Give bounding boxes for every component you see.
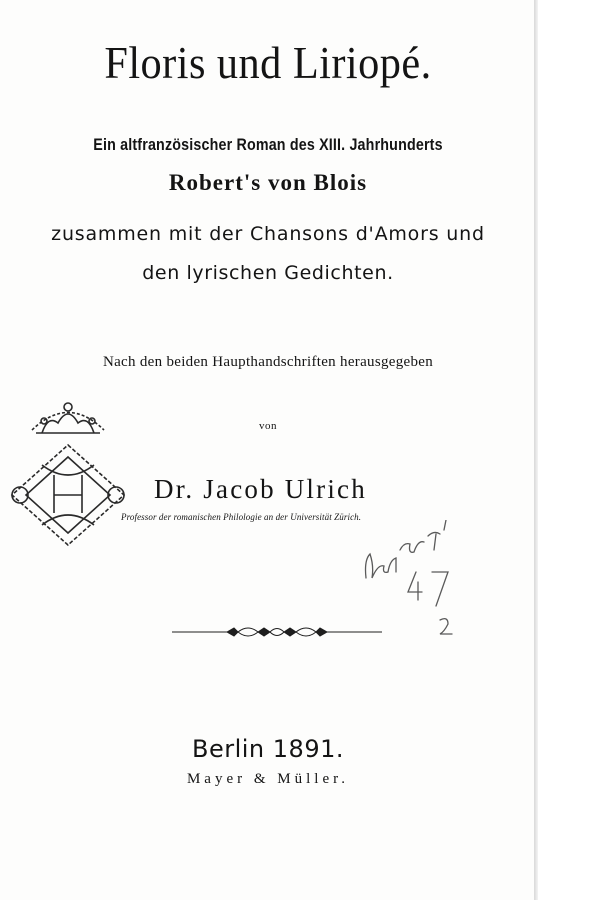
description-line-2: den lyrischen Gedichten. [142,262,394,284]
by-word: von [259,420,277,432]
publisher-name: Mayer & Müller. [186,771,350,787]
book-subtitle: Ein altfranzösischer Roman des XIII. Jahrhunderts [93,135,443,154]
editor-name: Dr. Jacob Ulrich [154,474,367,504]
page-edge [534,0,538,900]
book-title: Floris und Liriopé. [104,37,432,88]
place-and-year: Berlin 1891. [192,735,344,763]
edited-from-line: Nach den beiden Haupthandschriften herausgegeben [102,354,434,370]
author-name: Robert's von Blois [168,170,368,195]
decorative-rule-ornament-icon [172,622,382,642]
editor-affiliation: Professor der romanischen Philologie an der Universität Zürich. [121,512,362,522]
library-crown-stamp-icon [2,385,137,555]
description-line-1: zusammen mit der Chansons d'Amors und [51,223,485,245]
